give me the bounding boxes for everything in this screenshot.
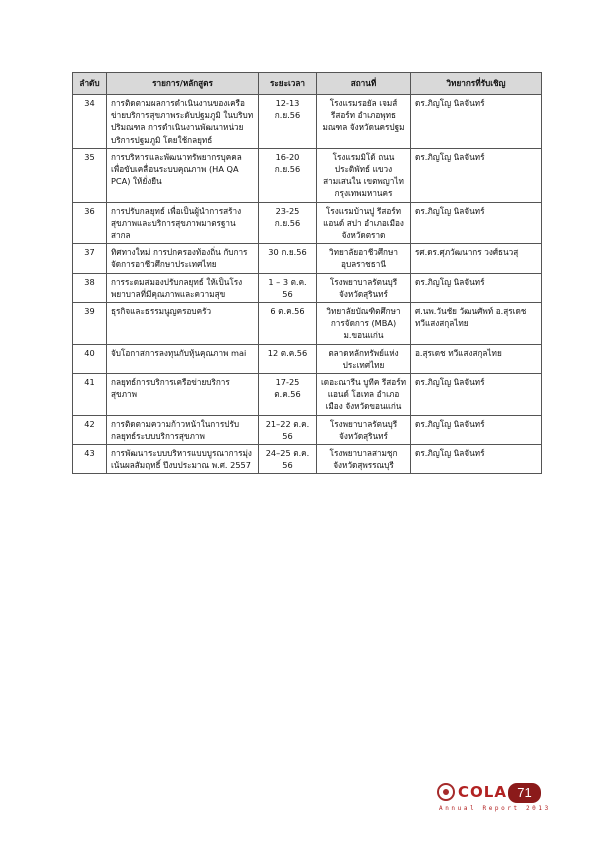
cell-course: การพัฒนาระบบบริหารแบบบูรณาการมุ่งเน้นผลสัมฤทธิ์ ปีงบประมาณ พ.ศ. 2557	[107, 445, 259, 474]
cell-speaker: ดร.ภิญโญ นิลจันทร์	[411, 415, 542, 444]
cell-period: 21–22 ต.ค. 56	[259, 415, 317, 444]
cell-course: การปรับกลยุทธ์ เพื่อเป็นผู้นำการสร้างสุขภาพและบริการสุขภาพมาตรฐานสากล	[107, 202, 259, 244]
cell-place: วิทยาลัยอาชีวศึกษาอุบลราชธานี	[317, 244, 411, 273]
table-row	[73, 95, 542, 149]
college-seal-icon	[437, 783, 455, 801]
cola-logo: COLA	[458, 783, 507, 801]
header-place: สถานที่	[317, 73, 411, 95]
cell-place: เดอะณารีน บูทีค รีสอร์ท แอนด์ โฮเทล อำเภอเมือง จังหวัดขอนแก่น	[317, 374, 411, 416]
cell-course: ทิศทางใหม่ การปกครองท้องถิ่น กับการจัดการอาชีวศึกษาประเทศไทย	[107, 244, 259, 273]
table-row	[73, 148, 542, 202]
cell-no: 37	[73, 244, 107, 273]
table-row	[73, 445, 542, 474]
cell-period: 12 ต.ค.56	[259, 344, 317, 373]
cell-speaker: ศ.นพ.วันชัย วัฒนศัพท์ อ.สุรเดช ทวีแสงสกุลไทย	[411, 303, 542, 345]
cell-course: ธุรกิจและธรรมนูญครอบครัว	[107, 303, 259, 345]
footer-branding	[437, 780, 551, 814]
table-row	[73, 374, 542, 416]
cell-speaker: ดร.ภิญโญ นิลจันทร์	[411, 148, 542, 202]
cell-place: วิทยาลัยบัณฑิตศึกษาการจัดการ (MBA) ม.ขอนแก่น	[317, 303, 411, 345]
table-row	[73, 415, 542, 444]
cell-course: การติดตามความก้าวหน้าในการปรับกลยุทธ์ระบบบริการสุขภาพ	[107, 415, 259, 444]
cell-speaker: ดร.ภิญโญ นิลจันทร์	[411, 374, 542, 416]
cell-no: 40	[73, 344, 107, 373]
cell-place: โรงแรมมิโด้ ถนนประดิพัทธ์ แขวงสามเสนใน เขตพญาไท กรุงเทพมหานคร	[317, 148, 411, 202]
cell-course: การระดมสมองปรับกลยุทธ์ ให้เป็นโรงพยาบาลที่มีคุณภาพและความสุข	[107, 273, 259, 302]
cell-no: 41	[73, 374, 107, 416]
cell-speaker: ดร.ภิญโญ นิลจันทร์	[411, 95, 542, 149]
cell-place: โรงแรมรอยัล เจมส์ รีสอร์ท อำเภอพุทธมณฑล จังหวัดนครปฐม	[317, 95, 411, 149]
cell-place: โรงพยาบาลรัตนบุรี จังหวัดสุรินทร์	[317, 415, 411, 444]
cell-course: จับโอกาสการลงทุนกับหุ้นคุณภาพ mai	[107, 344, 259, 373]
annual-report-label: Annual Report 2013	[439, 805, 551, 812]
cell-period: 17-25 ต.ค.56	[259, 374, 317, 416]
table-row	[73, 273, 542, 302]
cell-speaker: รศ.ดร.ศุภวัฒนากร วงศ์ธนวสุ	[411, 244, 542, 273]
cell-speaker: ดร.ภิญโญ นิลจันทร์	[411, 273, 542, 302]
cell-no: 36	[73, 202, 107, 244]
cell-period: 16-20 ก.ย.56	[259, 148, 317, 202]
cell-period: 6 ต.ค.56	[259, 303, 317, 345]
cell-course: การบริหารและพัฒนาทรัพยากรบุคคลเพื่อขับเคลื่อนระบบคุณภาพ (HA QA PCA) ให้ยั่งยืน	[107, 148, 259, 202]
header-period: ระยะเวลา	[259, 73, 317, 95]
table-row	[73, 244, 542, 273]
cell-place: โรงพยาบาลสามชุก จังหวัดสุพรรณบุรี	[317, 445, 411, 474]
cell-speaker: อ.สุรเดช ทวีแสงสกุลไทย	[411, 344, 542, 373]
cell-place: ตลาดหลักทรัพย์แห่งประเทศไทย	[317, 344, 411, 373]
cell-no: 43	[73, 445, 107, 474]
cell-course: การติดตามผลการดำเนินงานของเครือข่ายบริการสุขภาพระดับปฐมภูมิ ในบริบทปริมณฑล การดำเนินงานพัฒนาหน่วยบริการปฐมภูมิ โดยใช้กลยุทธ์	[107, 95, 259, 149]
cell-speaker: ดร.ภิญโญ นิลจันทร์	[411, 202, 542, 244]
cell-period: 1 – 3 ต.ค. 56	[259, 273, 317, 302]
cell-period: 23-25 ก.ย.56	[259, 202, 317, 244]
courses-table	[72, 72, 542, 474]
header-course: รายการ/หลักสูตร	[107, 73, 259, 95]
table-header-row	[73, 73, 542, 95]
table-row	[73, 202, 542, 244]
cell-place: โรงพยาบาลรัตนบุรี จังหวัดสุรินทร์	[317, 273, 411, 302]
cell-no: 39	[73, 303, 107, 345]
page-number: 71	[508, 783, 541, 803]
cell-no: 38	[73, 273, 107, 302]
cell-place: โรงแรมบ้านปู รีสอร์ท แอนด์ สปา อำเภอเมือง จังหวัดตราด	[317, 202, 411, 244]
cell-no: 34	[73, 95, 107, 149]
cell-period: 30 ก.ย.56	[259, 244, 317, 273]
cell-period: 24–25 ต.ค. 56	[259, 445, 317, 474]
header-speaker: วิทยากรที่รับเชิญ	[411, 73, 542, 95]
cell-course: กลยุทธ์การบริการเครือข่ายบริการสุขภาพ	[107, 374, 259, 416]
cell-no: 42	[73, 415, 107, 444]
cell-no: 35	[73, 148, 107, 202]
header-no: ลำดับ	[73, 73, 107, 95]
cell-speaker: ดร.ภิญโญ นิลจันทร์	[411, 445, 542, 474]
cell-period: 12-13 ก.ย.56	[259, 95, 317, 149]
table-row	[73, 344, 542, 373]
table-row	[73, 303, 542, 345]
